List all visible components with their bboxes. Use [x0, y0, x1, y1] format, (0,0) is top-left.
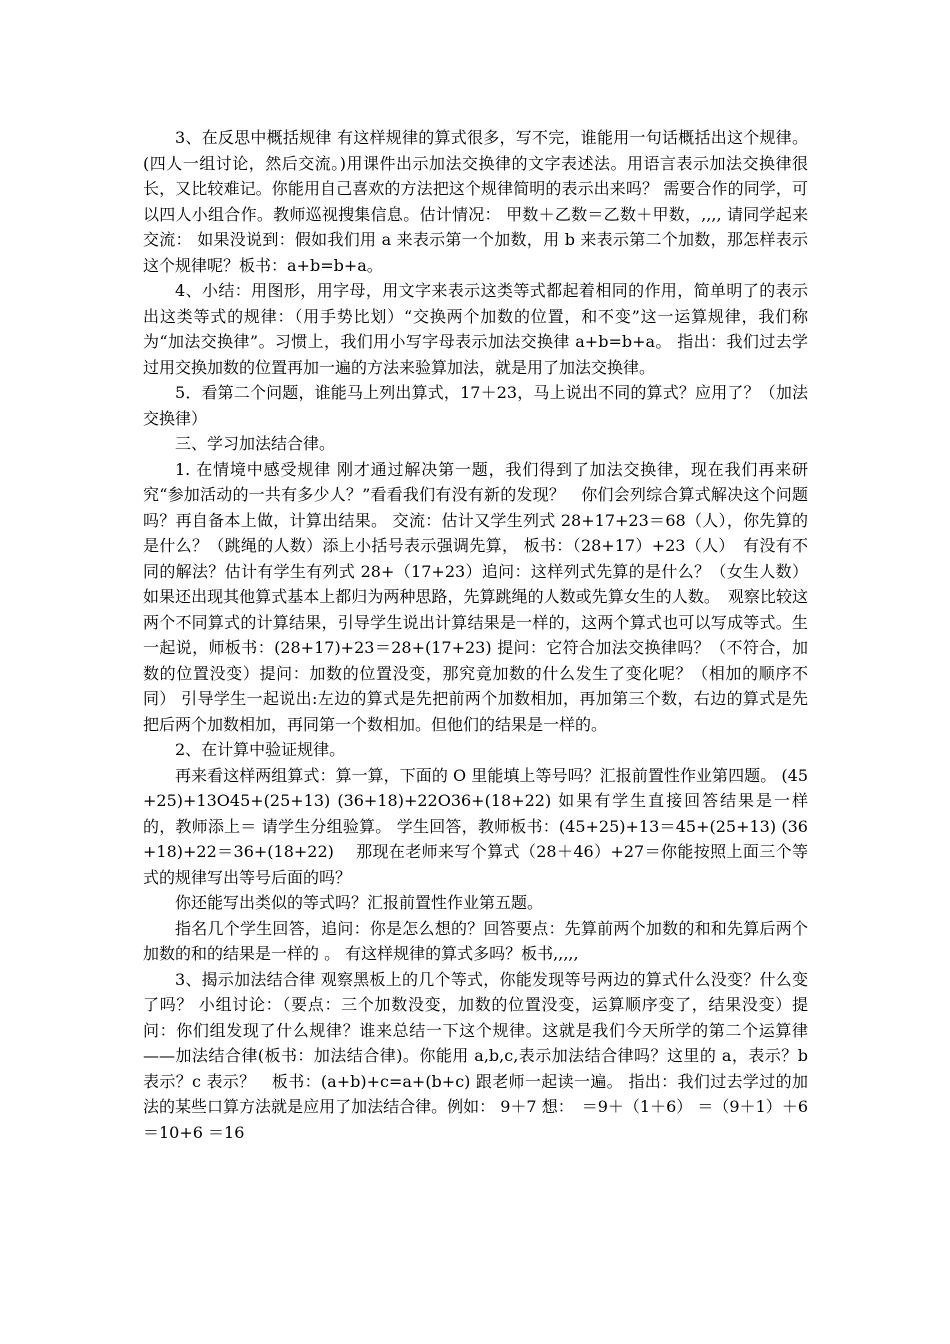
paragraph-reveal-associative: 3、揭示加法结合律 观察黑板上的几个等式，你能发现等号两边的算式什么没变？什么变了吗？ 小组讨论：（要点：三个加数没变，加数的位置没变，运算顺序变了，结果没变）提问：你们组发现了什么规律？谁来总结一下这个规律。这就是我们今天所学的第二个运算律——加法结合律(板书：加法结合律)。你能用 a,b,c,表示加法结合律吗？这里的 a，表示？b 表示？c 表示？ 板书：(a+b)+c=a+(b+c) 跟老师一起读一遍。 指出：我们过去学过的加法的某些口算方法就是应用了加法结合律。例如： 9＋7 想： ＝9＋（1＋6） ＝（9＋1）＋6 ＝10+6 ＝16 — [143, 969, 808, 1142]
paragraph-commutative-summary: 3、在反思中概括规律 有这样规律的算式很多，写不完，谁能用一句话概括出这个规律。(四人一组讨论，然后交流。)用课件出示加法交换律的文字表述法。用语言表示加法交换律很长，又比较难记。你能用自己喜欢的方法把这个规律简明的表示出来吗？ 需要合作的同学，可以四人小组合作。教师巡视搜集信息。估计情况： 甲数＋乙数＝乙数＋甲数，,,,, 请同学起来交流： 如果没说到：假如我们用 a 来表示第一个加数，用 b 来表示第二个加数，那怎样表示这个规律呢？板书：a+b=b+a。 — [143, 128, 808, 275]
subheading-verify-rule: 2、在计算中验证规律。 — [175, 740, 346, 759]
paragraph-student-answers: 指名几个学生回答，追问：你是怎么想的？回答要点：先算前两个加数的和和先算后两个加数的和的结果是一样的 。 有这样规律的算式多吗？板书,,,,, — [143, 918, 808, 963]
paragraph-second-question: 5．看第二个问题，谁能马上列出算式，17＋23，马上说出不同的算式？应用了？（加法交换律） — [143, 383, 808, 428]
document-body — [143, 125, 808, 1145]
paragraph-verify-equations: 再来看这样两组算式：算一算，下面的 O 里能填上等号吗？汇报前置性作业第四题。 (45+25)+13O45+(25+13) (36+18)+22O36+(18+22) 如果有学生直接回答结果是一样的，教师添上＝ 请学生分组验算。 学生回答，教师板书：(45+25)+13＝45+(25+13) (36+18)+22＝36+(18+22) 那现在老师来写个算式（28＋46）+27＝你能按照上面三个等式的规律写出等号后面的吗？ — [143, 765, 808, 887]
paragraph-commutative-conclusion: 4、小结：用图形，用字母，用文字来表示这类等式都起着相同的作用，简单明了的表示出这类等式的规律：（用手势比划）“交换两个加数的位置，和不变”这一运算规律，我们称为“加法交换律”。习惯上，我们用小写字母表示加法交换律 a+b=b+a。 指出：我们过去学过用交换加数的位置再加一遍的方法来验算加法，就是用了加法交换律。 — [143, 281, 808, 377]
paragraph-associative-context: 1. 在情境中感受规律 刚才通过解决第一题，我们得到了加法交换律，现在我们再来研究“参加活动的一共有多少人？”看看我们有没有新的发现？ 你们会列综合算式解决这个问题吗？再自备本上做，计算出结果。 交流：估计又学生列式 28+17+23＝68（人），你先算的是什么？（跳绳的人数）添上小括号表示强调先算， 板书：（28+17）+23（人） 有没有不同的解法？估计有学生有列式 28+（17+23）追问：这样列式先算的是什么？（女生人数）如果还出现其他算式基本上都归为两种思路，先算跳绳的人数或先算女生的人数。 观察比较这两个不同算式的计算结果，引导学生说出计算结果是一样的，这两个算式也可以写成等式。生一起说，师板书：(28+17)+23＝28+(17+23) 提问：它符合加法交换律吗？（不符合，加数的位置没变）提问：加数的位置没变，那究竟加数的什么发生了变化呢？（相加的顺序不同） 引导学生一起说出:左边的算式是先把前两个加数相加，再加第三个数，右边的算式是先把后两个加数相加，再同第一个数相加。但他们的结果是一样的。 — [143, 459, 808, 734]
paragraph-similar-equations: 你还能写出类似的等式吗？汇报前置性作业第五题。 — [175, 893, 544, 912]
section-heading-associative: 三、学习加法结合律。 — [175, 434, 336, 453]
